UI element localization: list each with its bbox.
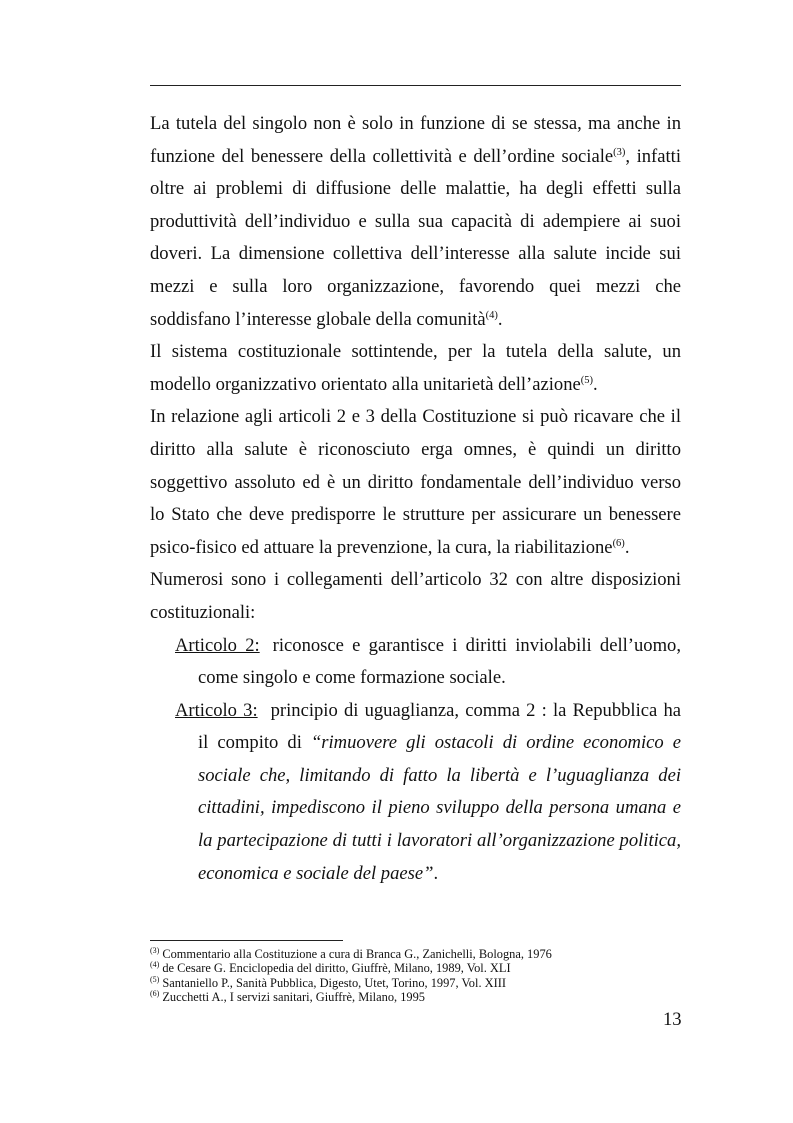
footnote-ref-5: (5) — [580, 374, 594, 386]
footnote-ref-6: (6) — [612, 537, 625, 549]
paragraph-4: Numerosi sono i collegamenti dell’articolo 32 con altre disposizioni costituzionali: — [150, 569, 681, 623]
paragraph-1-text-b: , infatti oltre ai problemi di diffusione delle malattie, ha degli effetti sulla produttività dell’individuo e sulla sua capacità di adempiere ai suoi doveri. La dimensione collettiva dell’interesse alla salute incide sui mezzi e sulla loro organizzazione, favorendo quei mezzi che soddisfano l’interesse globale della comunità — [150, 145, 681, 330]
body-text — [150, 108, 681, 890]
paragraph-1 — [150, 108, 681, 336]
footnote-ref-4: (4) — [485, 309, 498, 321]
article-3-quote: “rimuovere gli ostacoli di ordine economico e sociale che, limitando di fatto la libertà e l’uguaglianza dei cittadini, impediscono il pieno sviluppo della persona umana e la partecipazione di tutti i lavoratori all’organizzazione politica, economica e sociale del paese” — [198, 732, 682, 884]
footnote-ref-3: (3) — [613, 146, 626, 158]
footnote-4-number: (4) — [150, 960, 160, 970]
article-2-text: riconosce e garantisce i diritti inviolabili dell’uomo, come singolo e come formazione sociale. — [198, 634, 681, 689]
footnotes — [150, 947, 681, 1005]
paragraph-2-text-a: Il sistema costituzionale sottintende, per la tutela della salute, un modello organizzativo orientato alla unitarietà dell’azione — [150, 341, 681, 395]
article-2-label: Articolo 2: — [175, 634, 260, 656]
footnote-3-number: (3) — [150, 945, 160, 955]
article-3-text: principio di uguaglianza, comma 2 : la Repubblica ha il compito di — [198, 699, 681, 754]
paragraph-1-text-a: La tutela del singolo non è solo in funzione di se stessa, ma anche in funzione del benessere della collettività e dell’ordine sociale — [150, 113, 681, 167]
footnote-rule — [150, 940, 343, 941]
footnote-6-number: (6) — [150, 989, 160, 999]
article-3-item — [175, 695, 681, 891]
footnote-6-text: Zucchetti A., I servizi sanitari, Giuffrè, Milano, 1995 — [162, 990, 425, 1005]
paragraph-3-text-a: In relazione agli articoli 2 e 3 della Costituzione si può ricavare che il diritto alla salute è riconosciuto erga omnes, è quindi un diritto soggettivo assoluto ed è un diritto fondamentale dell’individuo verso lo Stato che deve predisporre le strutture per assicurare un benessere psico-fisico ed attuare la prevenzione, la cura, la riabilitazione — [150, 406, 681, 558]
footnote-5-text: Santaniello P., Sanità Pubblica, Digesto, Utet, Torino, 1997, Vol. XIII — [162, 975, 506, 990]
paragraph-2-text-b: . — [593, 373, 598, 395]
footnote-3 — [150, 947, 681, 961]
article-3-end: . — [433, 862, 439, 884]
footnote-4-text: de Cesare G. Enciclopedia del diritto, Giuffrè, Milano, 1989, Vol. XLI — [162, 961, 511, 976]
paragraph-1-text-c: . — [497, 308, 503, 330]
footnote-3-text: Commentario alla Costituzione a cura di Branca G., Zanichelli, Bologna, 1976 — [162, 947, 552, 961]
footnote-4 — [150, 961, 681, 975]
paragraph-3-text-b: . — [624, 536, 630, 558]
paragraph-3 — [150, 401, 681, 564]
footnote-6 — [150, 990, 681, 1004]
page-number: 13 — [663, 1009, 682, 1030]
header-rule — [150, 85, 681, 86]
footnote-5 — [150, 976, 681, 990]
article-3-label: Articolo 3: — [175, 699, 258, 721]
article-2-item — [175, 630, 681, 695]
footnote-5-number: (5) — [150, 974, 160, 984]
paragraph-2 — [150, 336, 681, 401]
